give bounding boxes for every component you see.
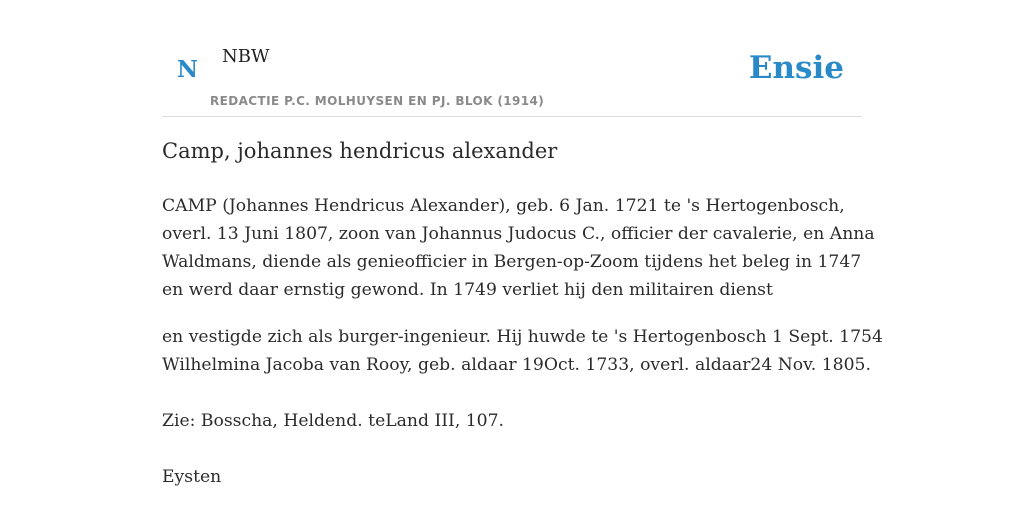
entry-title: Camp, johannes hendricus alexander <box>162 139 558 163</box>
text-line: Waldmans, diende als genieofficier in Bergen-op-Zoom tijdens het beleg in 1747 <box>162 252 862 272</box>
ensie-brand-link[interactable]: Ensie <box>748 50 844 86</box>
collection-logo-link[interactable]: N <box>177 56 199 83</box>
article-page <box>162 0 883 512</box>
text-line: CAMP (Johannes Hendricus Alexander), geb. 6 Jan. 1721 te 's Hertogenbosch, <box>162 196 845 216</box>
author-name: Eysten <box>162 467 222 487</box>
editors-credit: REDACTIE P.C. MOLHUYSEN EN PJ. BLOK (1914) <box>210 94 545 108</box>
text-line: en vestigde zich als burger-ingenieur. Hij huwde te 's Hertogenbosch 1 Sept. 1754 <box>162 327 883 347</box>
biography-paragraph-2 <box>162 323 883 379</box>
page-header <box>162 0 862 117</box>
text-line: overl. 13 Juni 1807, zoon van Johannus Judocus C., officier der cavalerie, en Anna <box>162 224 875 244</box>
biography-paragraph-1 <box>162 192 875 304</box>
reference-line: Zie: Bosscha, Heldend. teLand III, 107. <box>162 411 505 431</box>
text-line: en werd daar ernstig gewond. In 1749 verliet hij den militairen dienst <box>162 280 773 300</box>
text-line: Wilhelmina Jacoba van Rooy, geb. aldaar 19Oct. 1733, overl. aldaar24 Nov. 1805. <box>162 355 871 375</box>
collection-name: NBW <box>222 46 270 67</box>
